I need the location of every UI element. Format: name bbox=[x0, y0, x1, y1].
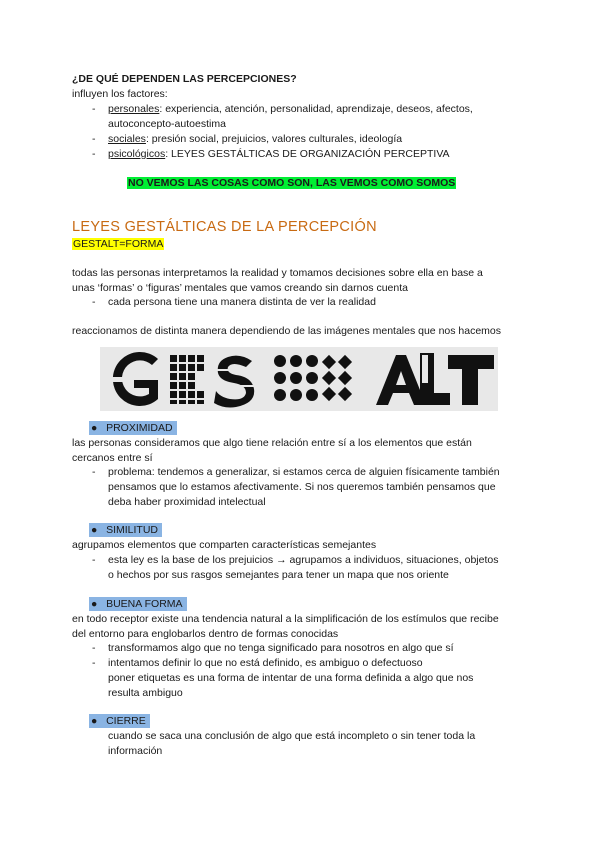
paragraph-line: unas ‘formas’ o ‘figuras’ mentales que vamos creando sin darnos cuenta bbox=[72, 282, 408, 294]
paragraph-line: reaccionamos de distinta manera dependiendo de las imágenes mentales que nos hacemos bbox=[72, 325, 502, 337]
letter-l bbox=[420, 353, 450, 405]
paragraph-line: del entorno para englobarlos dentro de formas conocidas bbox=[72, 628, 339, 640]
law-heading-cierre: ● CIERRE bbox=[89, 714, 150, 728]
letter-a-diamonds bbox=[322, 355, 352, 401]
factor-personales: personales: experiencia, atención, personalidad, aprendizaje, deseos, afectos, bbox=[108, 103, 473, 115]
section-title-leyes: LEYES GESTÁLTICAS DE LA PERCEPCIÓN bbox=[72, 219, 377, 235]
bullet-text: esta ley es la base de los prejuicios → agrupamos a individuos, situaciones, objetos bbox=[108, 554, 499, 566]
factor-psicologicos: psicológicos: LEYES GESTÁLTICAS DE ORGANIZACIÓN PERCEPTIVA bbox=[108, 148, 450, 160]
bullet-dash: - bbox=[92, 103, 96, 115]
paragraph-line: las personas consideramos que algo tiene relación entre sí a los elementos que están bbox=[72, 437, 472, 449]
letter-t bbox=[448, 355, 494, 405]
paragraph-line: cercanos entre sí bbox=[72, 452, 153, 464]
bullet-text: pensamos que lo estamos afectivamente. Si nos queremos también pensamos que bbox=[108, 481, 496, 493]
factor-sociales: sociales: presión social, prejuicios, valores culturales, ideología bbox=[108, 133, 403, 145]
paragraph-line: agrupamos elementos que comparten características semejantes bbox=[72, 539, 377, 551]
bullet-dash: - bbox=[92, 554, 96, 566]
law-heading-buena-forma: ● BUENA FORMA bbox=[89, 597, 187, 611]
letter-s bbox=[212, 356, 256, 408]
gestalt-logo-svg bbox=[100, 347, 498, 411]
paragraph-line: información bbox=[108, 745, 163, 757]
factor-personales-cont: autoconcepto-autoestima bbox=[108, 118, 226, 130]
bullet-text: o hechos por sus rasgos semejantes para tener un mapa que nos oriente bbox=[108, 569, 449, 581]
law-heading-proximidad: ● PROXIMIDAD bbox=[89, 421, 177, 435]
highlight-quote: NO VEMOS LAS COSAS COMO SON, LAS VEMOS COMO SOMOS bbox=[128, 177, 456, 189]
bullet-dash: - bbox=[92, 148, 96, 160]
letter-g bbox=[108, 352, 158, 406]
paragraph-line: todas las personas interpretamos la realidad y tomamos decisiones sobre ella en base a bbox=[72, 267, 483, 279]
bullet-text: problema: tendemos a generalizar, si estamos cerca de alguien físicamente también bbox=[108, 466, 500, 478]
letter-a bbox=[376, 355, 426, 405]
gestalt-logo-image bbox=[100, 347, 498, 411]
paragraph-line: cuando se saca una conclusión de algo que está incompleto o sin tener toda la bbox=[108, 730, 476, 742]
paragraph-line: en todo receptor existe una tendencia natural a la simplificación de los estímulos que recibe bbox=[72, 613, 499, 625]
letter-t-dots bbox=[274, 355, 318, 401]
bullet-text: deba haber proximidad intelectual bbox=[108, 496, 266, 508]
bullet-dash: - bbox=[92, 133, 96, 145]
section-title-percepciones: ¿DE QUÉ DEPENDEN LAS PERCEPCIONES? bbox=[72, 73, 297, 85]
bullet-text: resulta ambiguo bbox=[108, 687, 183, 699]
bullet-dash: - bbox=[92, 296, 96, 308]
letter-e bbox=[170, 355, 204, 404]
bullet-text: cada persona tiene una manera distinta de ver la realidad bbox=[108, 296, 376, 308]
law-heading-similitud: ● SIMILITUD bbox=[89, 523, 162, 537]
gestalt-definition: GESTALT=FORMA bbox=[73, 238, 164, 250]
bullet-dash: - bbox=[92, 466, 96, 478]
bullet-text: poner etiquetas es una forma de intentar de una forma definida a algo que nos bbox=[108, 672, 474, 684]
bullet-dash: - bbox=[92, 642, 96, 654]
bullet-text: transformamos algo que no tenga significado para nosotros en algo que sí bbox=[108, 642, 454, 654]
bullet-text: intentamos definir lo que no está definido, es ambiguo o defectuoso bbox=[108, 657, 423, 669]
intro-text: influyen los factores: bbox=[72, 88, 168, 100]
bullet-dash: - bbox=[92, 657, 96, 669]
